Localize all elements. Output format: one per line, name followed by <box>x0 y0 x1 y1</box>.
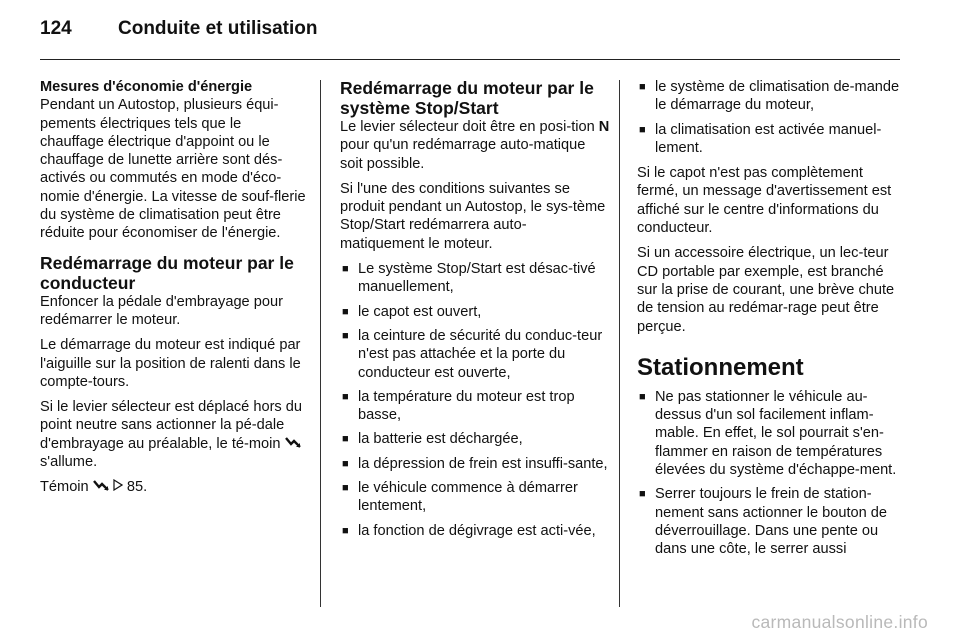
lever-position-after: pour qu'un redémarrage auto-matique soit possible. <box>340 137 586 172</box>
list-item: ■ le système de climatisation de-mande le démarrage du moteur, <box>637 78 905 115</box>
chapter-title: Conduite et utilisation <box>118 18 318 39</box>
list-item: ■ Ne pas stationner le véhicule au-dessus d'un sol facilement inflam-mable. En effet, le sol pourrait s'en-flammer en raison de températures élevées du système d'échappe-ment. <box>637 388 905 479</box>
parking-list <box>637 388 905 559</box>
page-number: 124 <box>40 18 72 39</box>
list-item: ■ le capot est ouvert, <box>340 303 610 321</box>
list-item: ■ la température du moteur est trop basse, <box>340 388 610 425</box>
list-item: ■ Le système Stop/Start est désac-tivé manuellement, <box>340 260 610 297</box>
list-item: ■ la dépression de frein est insuffi-sante, <box>340 455 610 473</box>
warning-label: Témoin <box>40 479 89 496</box>
warning-page-ref[interactable]: 85. <box>126 479 148 496</box>
system-restart-heading: Redémarrage du moteur par le système Stop/Start <box>340 78 594 118</box>
page-header <box>40 14 920 50</box>
lever-text-after: s'allume. <box>40 454 98 471</box>
idle-indicator-paragraph: Le démarrage du moteur est indiqué par l'aiguille sur la position de ralenti dans le compte-tours. <box>40 337 301 390</box>
driver-restart-heading: Redémarrage du moteur par le conducteur <box>40 252 294 293</box>
column-right <box>637 78 905 566</box>
lever-paragraph <box>40 398 308 471</box>
column-left <box>40 78 308 504</box>
list-item: ■ la fonction de dégivrage est acti-vée, <box>340 522 610 540</box>
conditions-list <box>340 260 610 540</box>
column-middle <box>340 78 610 547</box>
list-item: ■ le véhicule commence à démarrer lentement, <box>340 479 610 516</box>
lever-position-paragraph <box>340 118 610 173</box>
energy-paragraph: Pendant un Autostop, plusieurs équi-pements électriques tels que le chauffage électrique d'appoint ou le chauffage de lunette arrière sont dés-activés ou commutés en mode d'éco-nomie d'énergie. La vitesse de souf-flerie du système de climatisation peut être réduite pour économiser de l'énergie. <box>40 97 306 242</box>
parking-heading: Stationnement <box>637 353 804 381</box>
conditions-intro: Si l'une des conditions suivantes se produit pendant un Autostop, le sys-tème Stop/Start redémarrera auto-matiquement le moteur. <box>340 180 606 252</box>
list-item: ■ la batterie est déchargée, <box>340 430 610 448</box>
column-divider <box>320 80 321 607</box>
list-item: ■ la climatisation est activée manuel-lement. <box>637 121 905 158</box>
reference-arrow-icon[interactable] <box>113 478 123 496</box>
accessory-paragraph: Si un accessoire électrique, un lec-teur CD portable par exemple, est branché sur la prise de courant, une brève chute de tension au redémar-rage peut être perçue. <box>637 245 895 335</box>
header-rule <box>40 59 900 60</box>
warning-light-reference <box>40 478 308 496</box>
autostop-icon <box>285 435 301 453</box>
list-item: ■ la ceinture de sécurité du conduc-teur n'est pas attachée et la porte du conducteur est ouverte, <box>340 327 610 382</box>
autostop-icon <box>93 478 109 496</box>
lever-position-before: Le levier sélecteur doit être en posi-tion <box>340 119 595 135</box>
lever-text-before: Si le levier sélecteur est déplacé hors du point neutre sans actionner la pé-dale d'embrayage au préalable, le té-moin <box>40 399 303 452</box>
watermark: carmanualsonline.info <box>751 612 928 632</box>
neutral-position-label: N <box>598 119 610 135</box>
list-item: ■ Serrer toujours le frein de station-nement sans actionner le bouton de déverrouillage. Dans une pente ou dans une côte, le serrer aussi <box>637 485 905 558</box>
conditions-list-continued <box>637 78 905 157</box>
column-divider <box>619 80 620 607</box>
hood-paragraph: Si le capot n'est pas complètement fermé, un message d'avertissement est affiché sur le centre d'informations du conducteur. <box>637 165 892 237</box>
driver-restart-paragraph: Enfoncer la pédale d'embrayage pour redémarrer le moteur. <box>40 293 283 328</box>
energy-heading: Mesures d'économie d'énergie <box>40 79 253 95</box>
